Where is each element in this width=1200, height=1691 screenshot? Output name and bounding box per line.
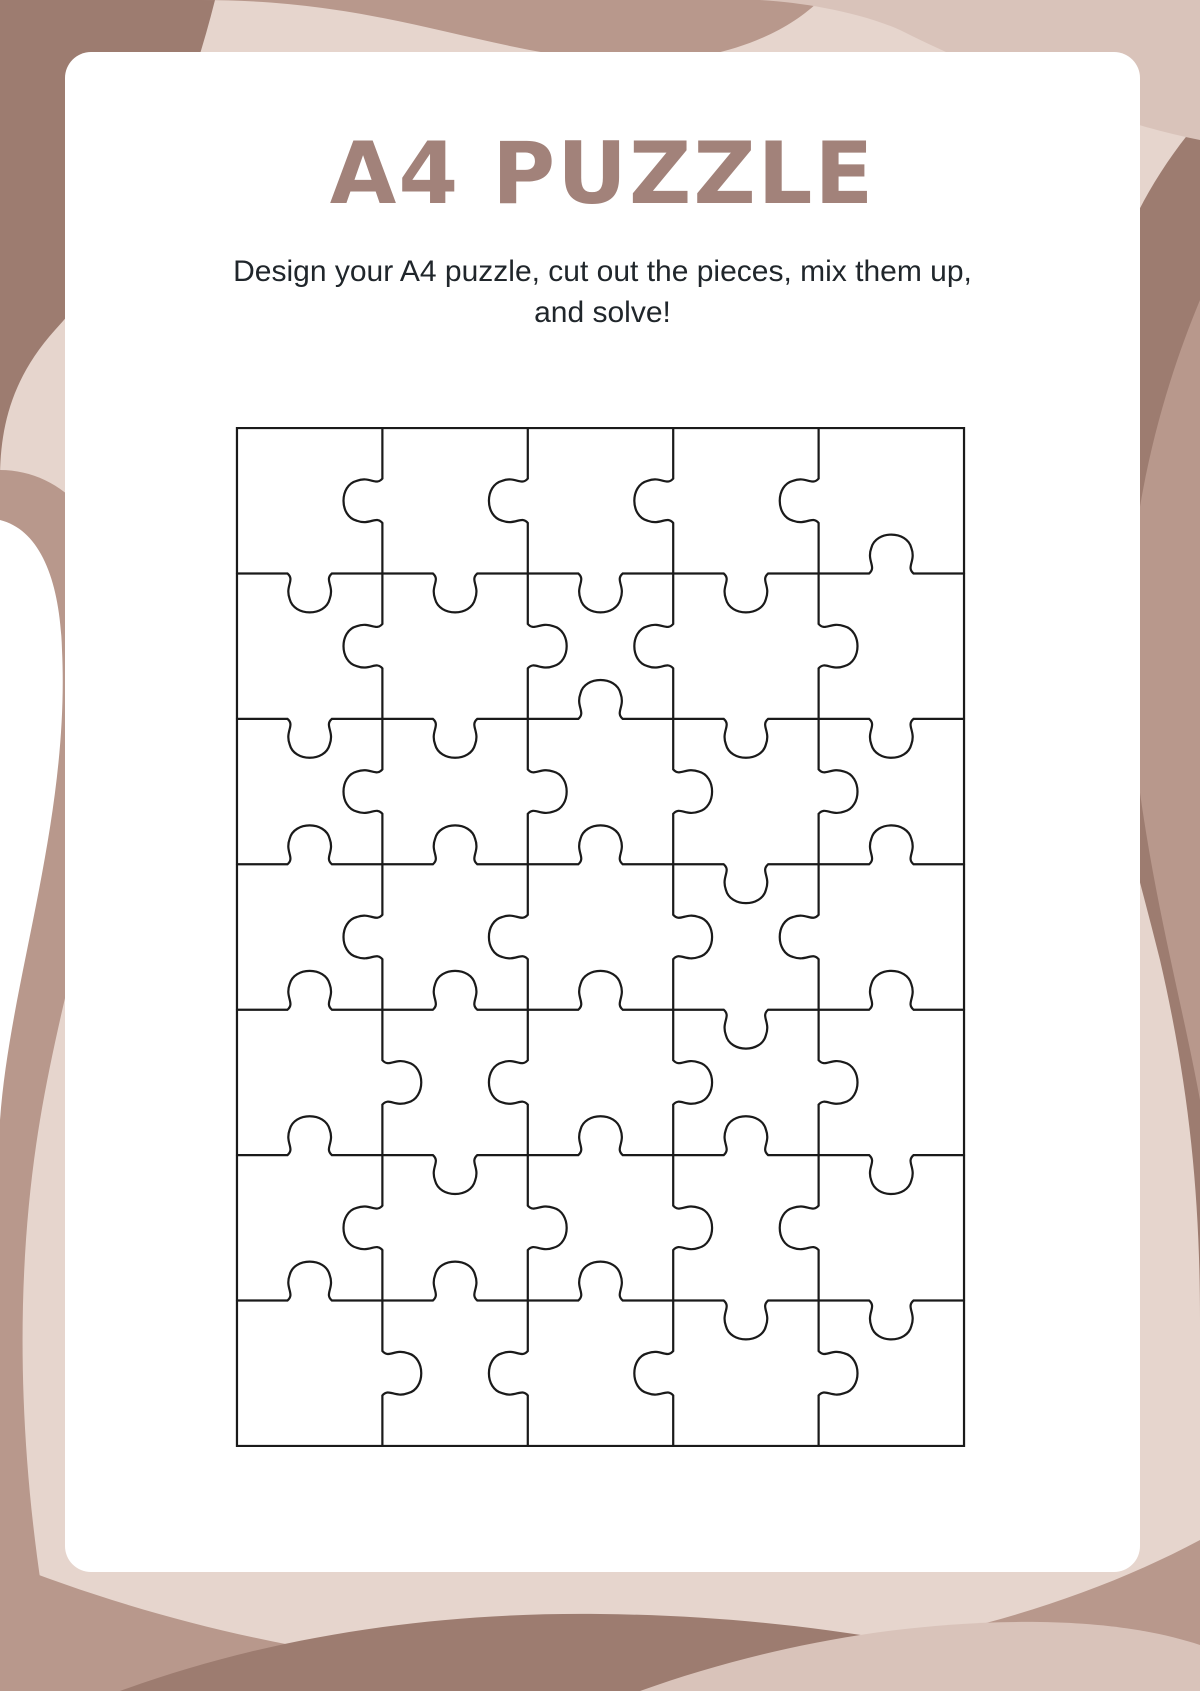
puzzle-edge-horizontal [819, 1301, 964, 1340]
puzzle-edge-horizontal [528, 825, 673, 864]
puzzle-edge-horizontal [382, 719, 527, 758]
puzzle-edge-vertical [344, 1155, 383, 1300]
puzzle-edge-horizontal [819, 719, 964, 758]
page-subtitle: Design your A4 puzzle, cut out the pieces, mix them up, and solve! [233, 255, 972, 329]
puzzle-edge-horizontal [819, 971, 964, 1010]
puzzle-edge-horizontal [528, 1116, 673, 1155]
puzzle-grid[interactable] [213, 422, 988, 1452]
puzzle-edge-vertical [489, 1301, 528, 1446]
puzzle-edge-horizontal [382, 573, 527, 612]
puzzle-edge-horizontal [237, 825, 382, 864]
puzzle-edge-horizontal [382, 1262, 527, 1301]
page-title: A4 PUZZLE [329, 124, 876, 224]
puzzle-edge-vertical [819, 1301, 858, 1446]
page-card [65, 52, 1140, 1572]
puzzle-edge-horizontal [528, 573, 673, 612]
puzzle-edge-vertical [634, 428, 673, 573]
puzzle-edge-vertical [528, 719, 567, 864]
puzzle-edge-vertical [382, 1010, 421, 1155]
puzzle-edge-vertical [673, 1010, 712, 1155]
puzzle-edge-vertical [780, 864, 819, 1009]
puzzle-edge-horizontal [237, 719, 382, 758]
puzzle-edge-vertical [528, 573, 567, 718]
puzzle-edge-horizontal [237, 1262, 382, 1301]
puzzle-edge-horizontal [237, 971, 382, 1010]
puzzle-edge-vertical [673, 864, 712, 1009]
puzzle-edge-vertical [819, 1010, 858, 1155]
puzzle-edge-vertical [634, 573, 673, 718]
puzzle-edge-horizontal [819, 825, 964, 864]
puzzle-edge-horizontal [382, 971, 527, 1010]
puzzle-edge-vertical [489, 864, 528, 1009]
puzzle-edge-vertical [528, 1155, 567, 1300]
puzzle-edge-horizontal [528, 680, 673, 719]
puzzle-edge-horizontal [673, 1010, 818, 1049]
puzzle-edge-vertical [344, 864, 383, 1009]
puzzle-edge-vertical [344, 719, 383, 864]
puzzle-edge-vertical [382, 1301, 421, 1446]
puzzle-edge-vertical [780, 428, 819, 573]
puzzle-edge-vertical [819, 573, 858, 718]
puzzle-edge-vertical [673, 1155, 712, 1300]
puzzle-edge-horizontal [819, 535, 964, 574]
puzzle-edge-vertical [344, 428, 383, 573]
puzzle-edge-horizontal [237, 573, 382, 612]
puzzle-outer-border [237, 428, 964, 1446]
puzzle-edge-vertical [489, 428, 528, 573]
puzzle-edge-horizontal [528, 971, 673, 1010]
puzzle-edge-horizontal [673, 864, 818, 903]
puzzle-edge-vertical [673, 719, 712, 864]
puzzle-edge-horizontal [528, 1262, 673, 1301]
puzzle-edge-vertical [819, 719, 858, 864]
puzzle-edge-horizontal [673, 573, 818, 612]
puzzle-edge-horizontal [237, 1116, 382, 1155]
puzzle-edge-horizontal [673, 1116, 818, 1155]
puzzle-edge-horizontal [382, 1155, 527, 1194]
puzzle-edge-horizontal [382, 825, 527, 864]
puzzle-edge-vertical [489, 1010, 528, 1155]
puzzle-edge-horizontal [673, 719, 818, 758]
puzzle-edge-vertical [634, 1301, 673, 1446]
puzzle-svg [213, 422, 988, 1452]
puzzle-edge-vertical [780, 1155, 819, 1300]
puzzle-edge-horizontal [673, 1301, 818, 1340]
puzzle-edge-horizontal [819, 1155, 964, 1194]
puzzle-edge-vertical [344, 573, 383, 718]
